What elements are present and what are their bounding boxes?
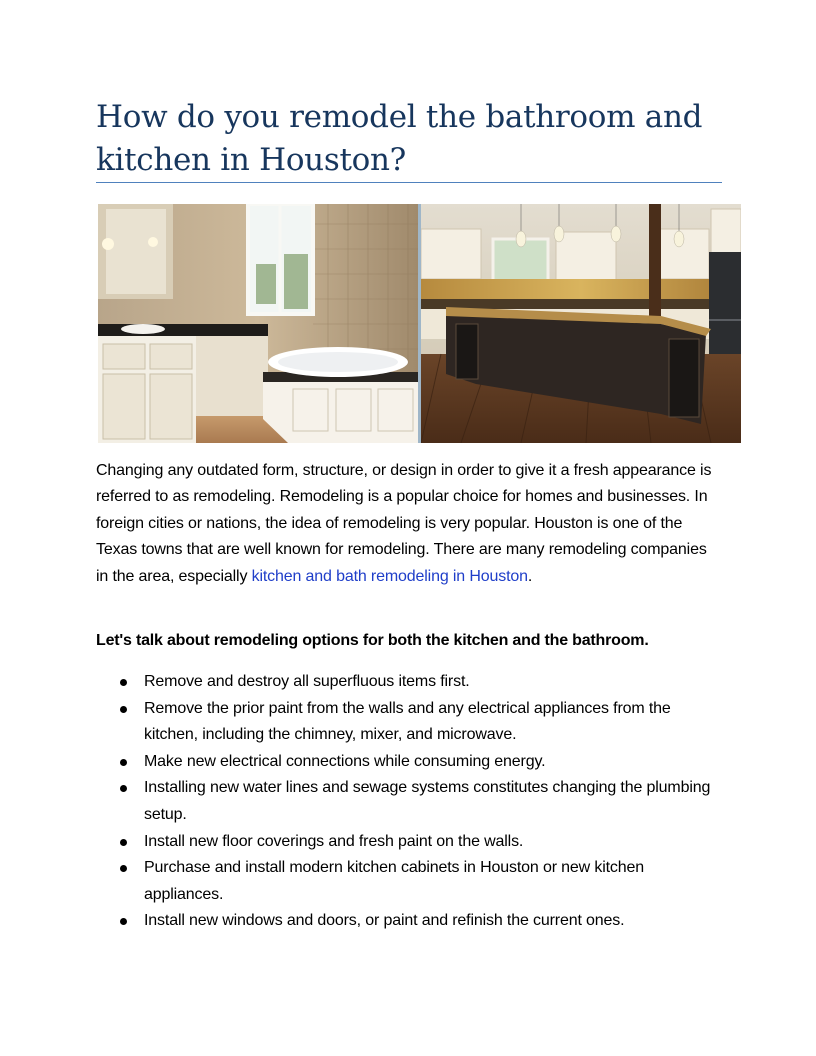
bullet-icon xyxy=(120,706,127,713)
bathroom-photo xyxy=(98,204,418,443)
list-item-text: Install new floor coverings and fresh paint on the walls. xyxy=(144,832,524,850)
bullet-list xyxy=(96,669,726,935)
bullet-icon xyxy=(120,679,127,686)
bullet-icon xyxy=(120,865,127,872)
page-title: How do you remodel the bathroom and kitchen in Houston? xyxy=(96,99,703,178)
bullet-icon xyxy=(120,918,127,925)
intro-text: Changing any outdated form, structure, or design in order to give it a fresh appearance is referred to as remodeling. Remodeling is a popular choice for homes and businesses. In foreign cities or nations, the idea of remodeling is very popular. Houston is one of the Texas towns that are well known for remodeling. There are many remodeling companies in the area, especially xyxy=(96,462,712,585)
list-item xyxy=(96,908,726,935)
list-item-text: Make new electrical connections while consuming energy. xyxy=(144,752,546,770)
kitchen-photo xyxy=(421,204,741,443)
bullet-icon xyxy=(120,839,127,846)
subheading: Let's talk about remodeling options for both the kitchen and the bathroom. xyxy=(96,632,649,649)
kitchen-bath-remodeling-link[interactable]: kitchen and bath remodeling in Houston xyxy=(251,567,528,585)
list-item-text: Purchase and install modern kitchen cabinets in Houston or new kitchen appliances. xyxy=(144,859,645,903)
list-item xyxy=(96,696,726,749)
list-item-text: Install new windows and doors, or paint and refinish the current ones. xyxy=(144,912,625,930)
list-item xyxy=(96,775,726,828)
bullet-icon xyxy=(120,759,127,766)
list-item-text: Installing new water lines and sewage systems constitutes changing the plumbing setup. xyxy=(144,779,711,823)
list-item-text: Remove the prior paint from the walls and any electrical appliances from the kitchen, including the chimney, mixer, and microwave. xyxy=(144,699,671,744)
list-item-text: Remove and destroy all superfluous items first. xyxy=(144,673,470,690)
list-item xyxy=(96,669,726,696)
intro-paragraph xyxy=(96,458,722,590)
list-item xyxy=(96,749,726,776)
list-item xyxy=(96,855,726,908)
bullet-icon xyxy=(120,785,127,792)
list-item xyxy=(96,829,726,856)
title-underline xyxy=(96,182,722,183)
intro-end: . xyxy=(527,567,533,585)
